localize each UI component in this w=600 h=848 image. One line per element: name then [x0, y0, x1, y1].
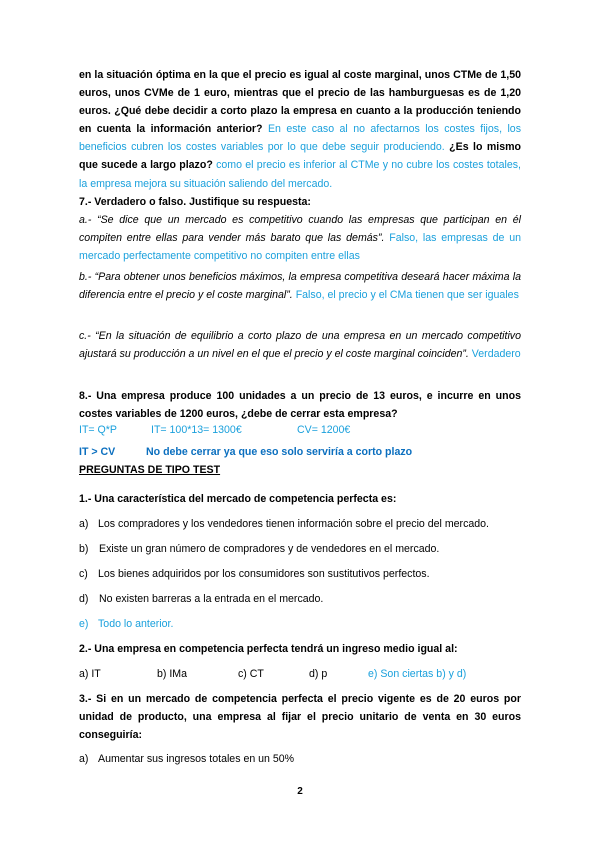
q8-conclusion-row	[79, 443, 521, 461]
test-q1-title: 1.- Una característica del mercado de competencia perfecta es:	[79, 493, 397, 505]
option-label: a)	[79, 518, 89, 530]
q8-calculation-row	[79, 421, 521, 439]
q8-conclusion-text: No debe cerrar ya que eso solo serviría a corto plazo	[146, 446, 413, 458]
test-q3-title: 3.- Si en un mercado de competencia perfecta el precio vigente es de 20 euros por unidad de producto, una empresa al fijar el precio unitario de venta en 30 euros conseguiría:	[79, 693, 521, 742]
test-section-heading: PREGUNTAS DE TIPO TEST	[79, 464, 221, 476]
q7-a-answer: Falso, las empresas de un mercado perfectamente competitivo no compiten entre ellas	[79, 232, 522, 263]
q8-calc-it-formula: IT= Q*P	[79, 424, 117, 436]
q7-title: 7.- Verdadero o falso. Justifique su respuesta:	[79, 196, 311, 208]
test-q2-title: 2.- Una empresa en competencia perfecta tendrá un ingreso medio igual al:	[79, 643, 458, 655]
q7-b-answer: Falso, el precio y el CMa tienen que ser iguales	[292, 289, 519, 302]
test-q2-option-d: d) p	[309, 668, 328, 680]
q8-calc-it-value: IT= 100*13= 1300€	[151, 424, 242, 436]
test-q2-option-b: b) IMa	[157, 668, 188, 680]
q7-item-c	[79, 327, 521, 363]
q7-c-label: c.-	[79, 330, 96, 342]
q7-a-label: a.-	[79, 214, 98, 226]
previous-answer-2: como el precio es inferior al CTMe y no cubre los costes totales, la empresa mejora su situación saliendo del mercado.	[79, 159, 522, 190]
option-label: d)	[79, 593, 89, 605]
q7-b-statement: “Para obtener unos beneficios máximos, la empresa competitiva deseará hacer máxima la diferencia entre el precio y el coste marginal”.	[79, 271, 521, 302]
option-text: Los compradores y los vendedores tienen información sobre el precio del mercado.	[98, 518, 490, 530]
q7-b-label: b.-	[79, 271, 95, 283]
option-label: c)	[79, 568, 88, 580]
option-text: Existe un gran número de compradores y de vendedores en el mercado.	[99, 543, 440, 555]
q7-item-b	[79, 268, 521, 304]
option-text: Los bienes adquiridos por los consumidores son sustitutivos perfectos.	[98, 568, 430, 580]
test-q1-option-a	[79, 515, 521, 533]
option-label: b)	[79, 543, 89, 555]
option-label: a)	[79, 753, 89, 765]
previous-question-2: ¿Es lo mismo que sucede a largo plazo?	[79, 141, 521, 172]
option-text: Aumentar sus ingresos totales en un 50%	[98, 753, 295, 765]
q7-c-statement: “En la situación de equilibrio a corto plazo de una empresa en un mercado competitivo ajustará su producción a un nivel en el que el precio y el coste marginal coinciden”.	[79, 330, 521, 361]
q7-c-answer: Verdadero	[468, 348, 521, 361]
test-q2-option-e: e) Son ciertas b) y d)	[368, 668, 467, 680]
previous-answer-1: En este caso al no afectarnos los costes fijos, los beneficios cubren los costes variables por lo que debe seguir produciendo.	[79, 123, 521, 154]
previous-question-paragraph	[79, 66, 521, 193]
option-text: Todo lo anterior.	[98, 618, 174, 630]
option-text: No existen barreras a la entrada en el mercado.	[99, 593, 324, 605]
test-q1-option-e	[79, 615, 521, 633]
page-number: 2	[297, 786, 303, 797]
q8-conclusion-compare: IT > CV	[79, 446, 116, 458]
q8-calc-cv-value: CV= 1200€	[297, 424, 351, 436]
q8-question: 8.- Una empresa produce 100 unidades a un precio de 13 euros, e incurre en unos costes variables de 1200 euros, ¿debe de cerrar esta empresa?	[79, 390, 521, 421]
test-q3-option-a	[79, 750, 521, 768]
option-label: e)	[79, 618, 89, 630]
test-q2-option-c: c) CT	[238, 668, 264, 680]
test-q1-option-d	[79, 590, 521, 608]
test-q2-option-a: a) IT	[79, 668, 101, 680]
q7-item-a	[79, 211, 521, 265]
test-q1-option-b	[79, 540, 521, 558]
test-q1-option-c	[79, 565, 521, 583]
q7-a-statement: “Se dice que un mercado es competitivo cuando las empresas que participan en él compiten entre ellas para vender más barato que las demás”.	[79, 214, 522, 245]
previous-question-text: en la situación óptima en la que el precio es igual al coste marginal, unos CTMe de 1,50 euros, unos CVMe de 1 euro, mientras que el precio de las hamburguesas es de 1,20 euros. ¿Qué debe decidir a corto plazo la empresa en cuanto a la producción teniendo en cuenta la información anterior?	[79, 69, 521, 136]
test-q2-options-row	[79, 665, 521, 683]
